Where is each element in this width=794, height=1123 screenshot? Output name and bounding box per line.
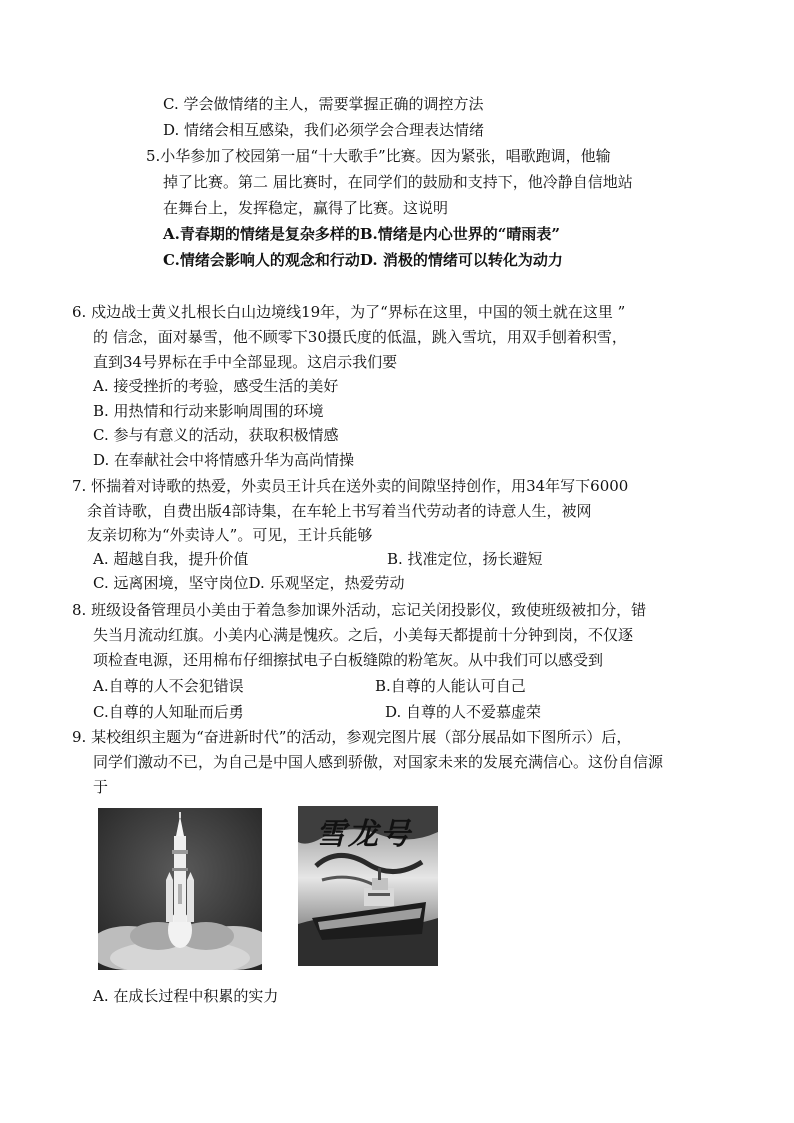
q8-stem-line-2: 失当月流动红旗。小美内心满是愧疚。之后，小美每天都提前十分钟到岗，不仅逐 — [93, 626, 634, 644]
q5-stem-line-3: 在舞台上，发挥稳定，赢得了比赛。这说明 — [163, 199, 449, 217]
q8-stem-line-3: 项检查电源，还用棉布仔细擦拭电子白板缝隙的粉笔灰。从中我们可以感受到 — [93, 651, 604, 669]
q7-options-cd: C. 远离困境，坚守岗位D. 乐观坚定，热爱劳动 — [93, 574, 405, 592]
q8-stem-line-1: 8. 班级设备管理员小美由于着急参加课外活动，忘记关闭投影仪，致使班级被扣分，错 — [72, 601, 647, 619]
q7-option-b: B. 找准定位，扬长避短 — [387, 550, 543, 568]
q4-option-d: D. 情绪会相互感染，我们必须学会合理表达情绪 — [163, 121, 485, 139]
q8-option-d: D. 自尊的人不爱慕虚荣 — [385, 703, 542, 721]
q6-option-b: B. 用热情和行动来影响周围的环境 — [93, 402, 324, 420]
q9-stem-line-2: 同学们激动不已，为自己是中国人感到骄傲，对国家未来的发展充满信心。这份自信源 — [93, 753, 664, 771]
q5-stem-line-2: 掉了比赛。第二 届比赛时，在同学们的鼓励和支持下，他冷静自信地站 — [163, 173, 633, 191]
q6-option-a: A. 接受挫折的考验，感受生活的美好 — [93, 377, 339, 395]
q6-stem-line-2: 的 信念，面对暴雪，他不顾零下30摄氏度的低温，跳入雪坑，用双手刨着积雪， — [93, 328, 627, 346]
q6-stem-line-1: 6. 戍边战士黄义扎根长白山边境线19年，为了“界标在这里，中国的领土就在这里 ” — [72, 303, 626, 321]
q8-option-b: B.自尊的人能认可自己 — [375, 677, 526, 695]
q9-stem-line-3: 于 — [93, 778, 109, 796]
q7-stem-line-1: 7. 怀揣着对诗歌的热爱，外卖员王计兵在送外卖的间隙坚持创作，用34年写下6000 — [72, 477, 629, 495]
q6-option-d: D. 在奉献社会中将情感升华为高尚情操 — [93, 451, 355, 469]
q7-option-a: A. 超越自我，提升价值 — [93, 550, 249, 568]
q9-stem-line-1: 9. 某校组织主题为“奋进新时代”的活动，参观完图片展（部分展品如下图所示）后， — [72, 728, 632, 746]
rocket-launch-photo — [98, 808, 262, 970]
q7-stem-line-2: 余首诗歌，自费出版4部诗集，在车轮上书写着当代劳动者的诗意人生，被网 — [87, 502, 592, 520]
q4-option-c: C. 学会做情绪的主人，需要掌握正确的调控方法 — [163, 95, 484, 113]
q5-stem-line-1: 5.小华参加了校园第一届“十大歌手”比赛。因为紧张，唱歌跑调，他输 — [146, 147, 611, 165]
q6-option-c: C. 参与有意义的活动，获取积极情感 — [93, 426, 339, 444]
ship-poster-title: 雪龙号 — [316, 817, 412, 852]
q8-option-c: C.自尊的人知耻而后勇 — [93, 703, 244, 721]
q8-option-a: A.自尊的人不会犯错误 — [93, 677, 244, 695]
q6-stem-line-3: 直到34号界标在手中全部显现。这启示我们要 — [93, 353, 398, 371]
q7-stem-line-3: 友亲切称为“外卖诗人”。可见，王计兵能够 — [87, 526, 373, 544]
xuelong-ship-poster — [298, 806, 438, 966]
q5-options-ab: A.青春期的情绪是复杂多样的B.情绪是内心世界的“晴雨表” — [163, 225, 561, 243]
q5-options-cd: C.情绪会影响人的观念和行动D. 消极的情绪可以转化为动力 — [163, 251, 563, 269]
q9-option-a: A. 在成长过程中积累的实力 — [93, 987, 279, 1005]
